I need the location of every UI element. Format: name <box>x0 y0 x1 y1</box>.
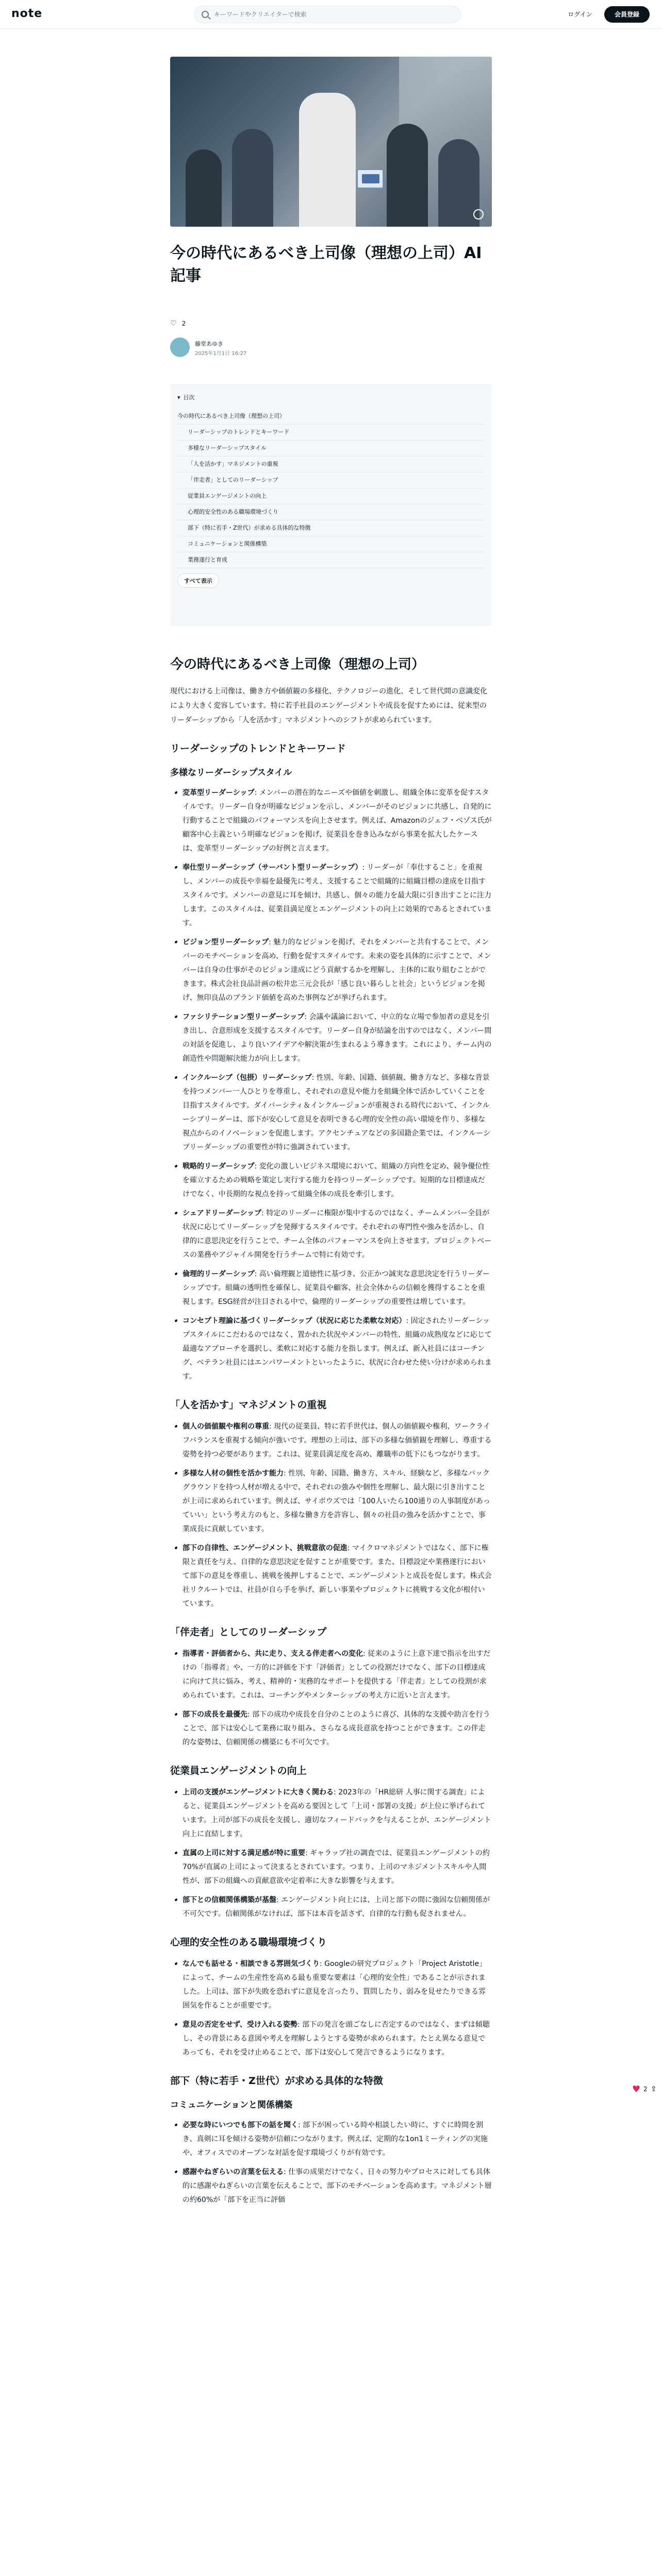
list-item-text: : エンゲージメント向上には、上司と部下の間に強固な信頼関係が不可欠です。信頼関係がなければ、部下は本音を話さず、自律的な行動も促されません。 <box>183 1896 490 1918</box>
list-item-term: ビジョン型リーダーシップ <box>183 938 269 946</box>
toc-item[interactable]: 多様なリーダーシップスタイル <box>177 440 485 456</box>
list-item <box>183 2165 492 2207</box>
toc-item[interactable]: 部下（特に若手・Z世代）が求める具体的な特徴 <box>177 520 485 536</box>
toc-item[interactable]: コミュニケーションと関係構築 <box>177 536 485 552</box>
list-item <box>183 2119 492 2160</box>
toc-item[interactable]: 業務遂行と育成 <box>177 552 485 568</box>
subsection-heading: コミュニケーションと関係構築 <box>170 2100 292 2110</box>
list-item-text: : 固定されたリーダーシップスタイルにこだわるのではなく、置かれた状況やメンバーの特性、組織の成熟度などに応じて最適なアプローチを選択し、柔軟に対応する能力を指します。例えば、新入社員にはコーチング、ベテラン社員にはエンパワーメントといったように、状況に合わせた使い分けが求められます。 <box>183 1317 492 1381</box>
management-list <box>183 1420 492 1611</box>
subsection-heading: 多様なリーダーシップスタイル <box>170 768 292 778</box>
list-item-term: 奉仕型リーダーシップ（サーバント型リーダーシップ） <box>183 863 362 872</box>
author-name[interactable]: 藤堂あゆき <box>195 341 223 347</box>
list-item-term: 意見の否定をせず、受け入れる姿勢 <box>183 2021 297 2029</box>
section-heading: 心理的安全性のある職場環境づくり <box>170 1937 327 1948</box>
section-heading: リーダーシップのトレンドとキーワード <box>170 743 346 754</box>
list-item <box>183 2018 492 2060</box>
list-item-text: : 2023年の「HR総研 人事に関する調査」によると、従業員エンゲージメントを高める要因として「上司・部署の支援」が上位に挙げられています。上司が部下の成長を支援し、適切なフィードバックを与えることが、エンゲージメント向上に直結します。 <box>183 1788 491 1838</box>
list-item-text: : マイクロマネジメントではなく、部下に権限と責任を与え、自律的な意思決定を促すことが重要です。また、目標設定や業務遂行において部下の意見を尊重し、挑戦を後押しすることで、エンゲージメントと成長を促します。株式会社リクルートでは、社員が自ら手を挙げ、新しい事業やプロジェクトに挑戦する文化が根付いています。 <box>183 1544 492 1608</box>
companion-list <box>183 1647 492 1750</box>
section-heading: 従業員エンゲージメントの向上 <box>170 1765 307 1776</box>
toc-item[interactable]: 「伴走者」としてのリーダーシップ <box>177 472 485 488</box>
intro-paragraph: 現代における上司像は、働き方や価値観の多様化、テクノロジーの進化、そして世代間の意識変化により大きく変容しています。特に若手社員のエンゲージメントや成長を促すためには、従来型のリーダーシップから「人を活かす」マネジメントへのシフトが求められています。 <box>170 687 488 724</box>
list-item-text: : リーダーが「奉仕すること」を重視し、メンバーの成長や幸福を最優先に考え、支援することで組織的に組織目標の達成を目指すスタイルです。メンバーの意見に耳を傾け、共感し、個々の能力を最大限に引き出すことに注力します。このスタイルは、従業員満足度とエンゲージメントの向上に効果的であるとされています。 <box>183 863 492 927</box>
list-item-text: : 変化の激しいビジネス環境において、組織の方向性を定め、競争優位性を確立するための戦略を策定し実行する能力を持つリーダーシップです。短期的な目標達成だけでなく、中長期的な視点を持って組織全体の成長を牽引します。 <box>183 1162 490 1198</box>
list-item-term: 多様な人材の個性を活かす能力 <box>183 1469 284 1478</box>
toc-heading[interactable]: ▾ 目次 <box>177 394 195 401</box>
list-item-text: : 特定のリーダーに権限が集中するのではなく、チームメンバー全員が状況に応じてリーダーシップを発揮するスタイルです。それぞれの専門性や強みを活かし、自律的に意思決定を行うことで、チーム全体のパフォーマンスを向上させます。プロジェクトベースの業務やアジャイル開発を行うチームで特に有効です。 <box>183 1209 492 1259</box>
section-heading: 部下（特に若手・Z世代）が求める具体的な特徴 <box>170 2075 383 2087</box>
avatar[interactable] <box>170 337 190 357</box>
list-item <box>183 1467 492 1536</box>
list-item-term: 部下との信頼関係構築が基盤 <box>183 1896 276 1904</box>
list-item <box>183 1420 492 1462</box>
list-item-text: : Googleの研究プロジェクト「Project Aristotle」によって、チームの生産性を高める最も重要な要素は「心理的安全性」であることが示されました。上司は、部下が失敗を恐れずに意見を言ったり、質問したり、弱みを見せたりできる雰囲気を作ることが重要です。 <box>183 1960 487 2010</box>
engagement-list <box>183 1786 492 1921</box>
list-item-term: 上司の支援がエンゲージメントに大きく関わる <box>183 1788 334 1797</box>
article-body <box>170 654 492 2212</box>
list-item-text: : 性別、年齢、国籍、働き方、スキル、経験など、多様なバックグラウンドを持つ人材が増える中で、それぞれの強みや個性を理解し、最大限に引き出すことが上司に求められています。例えば、サイボウズでは「100人いたら100通りの人事制度があっていい」という考え方のもと、多様な働き方を許容し、個々の社員の強みを活かすことで、事業成長に貢献しています。 <box>183 1469 490 1533</box>
chevron-down-icon: ▾ <box>177 394 180 401</box>
like-count: 2 <box>181 320 186 327</box>
toc-show-all-button[interactable]: すべて表示 <box>177 573 219 588</box>
note-logo[interactable] <box>11 7 42 20</box>
list-item-text: : メンバーの潜在的なニーズや価値を刺激し、組織全体に変革を促すスタイルです。リーダー自身が明確なビジョンを示し、メンバーがそのビジョンに共感し、自発的に行動することで組織のパフォーマンスを向上させます。例えば、Amazonのジェフ・ベゾス氏が顧客中心主義という明確なビジョンを掲げ、従業員を巻き込みながら事業を拡大したケースは、変革型リーダーシップの好例と言えます。 <box>183 789 492 853</box>
list-item <box>183 1267 492 1309</box>
section-heading: 「人を活かす」マネジメントの重視 <box>170 1399 327 1411</box>
post-date: 2025年1月1日 16:27 <box>195 351 247 357</box>
section-heading: 「伴走者」としてのリーダーシップ <box>170 1626 327 1638</box>
list-item-term: シェアドリーダーシップ <box>183 1209 262 1217</box>
list-item-text: : 部下が困っている時や相談したい時に、すぐに時間を割き、真剣に耳を傾ける姿勢が信頼につながります。例えば、定期的な1on1ミーティングの実施や、オフィスでのオープンな対話を促す環境づくりが有効です。 <box>183 2121 488 2157</box>
list-item <box>183 1647 492 1703</box>
list-item-text: : 高い倫理観と道徳性に基づき、公正かつ誠実な意思決定を行うリーダーシップです。組織の透明性を確保し、従業員や顧客、社会全体からの信頼を獲得することを重視します。ESG経営が注目される中で、倫理的リーダーシップの重要性は増しています。 <box>183 1270 490 1306</box>
list-item <box>183 936 492 1005</box>
global-header <box>0 0 662 29</box>
list-item-term: なんでも話せる・相談できる雰囲気づくり <box>183 1960 320 1968</box>
search-bar[interactable] <box>194 6 461 23</box>
list-item-text: : 部下の成功や成長を自分のことのように喜び、具体的な支援や助言を行うことで、部下は安心して業務に取り組み、さらなる成長意欲を持つことができます。この伴走的な姿勢は、信頼関係の構築にも不可欠です。 <box>183 1710 490 1747</box>
toc-item[interactable]: リーダーシップのトレンドとキーワード <box>177 425 485 440</box>
list-item-term: 戦略的リーダーシップ <box>183 1162 255 1171</box>
list-item-term: 部下の自律性、エンゲージメント、挑戦意欲の促進 <box>183 1544 347 1552</box>
communication-list <box>183 2119 492 2207</box>
list-item <box>183 1207 492 1262</box>
list-item <box>183 1314 492 1384</box>
list-item-term: 個人の価値観や権利の尊重 <box>183 1422 269 1431</box>
login-button[interactable]: ログイン <box>568 11 592 18</box>
toc-item[interactable]: 従業員エンゲージメントの向上 <box>177 488 485 504</box>
search-icon <box>202 11 209 18</box>
list-item-term: 変革型リーダーシップ <box>183 789 255 797</box>
list-item-text: : 部下の発言を頭ごなしに否定するのではなく、まずは傾聴し、その背景にある意図や考えを理解しようとする姿勢が求められます。たとえ異なる意見であっても、それを受け止めることで、部下は安心して発言できるようになります。 <box>183 2021 490 2057</box>
heart-icon[interactable]: ♥ <box>632 2084 641 2095</box>
list-item-term: 感謝やねぎらいの言葉を伝える <box>183 2168 284 2176</box>
hero-person <box>299 93 356 227</box>
section-heading: 今の時代にあるべき上司像（理想の上司） <box>170 657 425 672</box>
list-item-term: ファシリテーション型リーダーシップ <box>183 1013 305 1021</box>
list-item-term: 直属の上司に対する満足感が特に重要 <box>183 1849 305 1857</box>
hero-person <box>186 149 222 227</box>
hero-person <box>232 129 273 227</box>
search-input[interactable] <box>214 6 451 23</box>
hero-laptop-screen <box>357 169 384 189</box>
list-item <box>183 786 492 856</box>
list-item <box>183 1708 492 1750</box>
list-item <box>183 1786 492 1841</box>
list-item-term: 倫理的リーダーシップ <box>183 1270 255 1278</box>
article-title: 今の時代にあるべき上司像（理想の上司）AI記事 <box>170 244 482 285</box>
list-item <box>183 1846 492 1888</box>
share-icon[interactable]: ⇪ <box>651 2085 657 2093</box>
toc-item[interactable]: 今の時代にあるべき上司像（理想の上司） <box>177 409 485 425</box>
list-item-text: : 仕事の成果だけでなく、日々の努力やプロセスに対しても具体的に感謝やねぎらいの言葉を伝えることで、部下のモチベーションを高めます。マネジメント層の約60%が「部下を正当に評価 <box>183 2168 492 2204</box>
list-item-term: 部下の成長を最優先 <box>183 1710 247 1719</box>
list-item-text: : ギャラップ社の調査では、従業員エンゲージメントの約70%が直属の上司によって決まるとされています。つまり、上司のマネジメントスキルや人間性が、部下の組織への貢献意欲や定着率に大きな影響を与えます。 <box>183 1849 490 1885</box>
list-item-term: コンセプト理論に基づくリーダーシップ（状況に応じた柔軟な対応） <box>183 1317 406 1325</box>
list-item <box>183 1957 492 2013</box>
list-item-text: : 魅力的なビジョンを掲げ、それをメンバーと共有することで、メンバーのモチベーションを高め、行動を促すスタイルです。未来の姿を具体的に示すことで、メンバーは自身の仕事がそのビジョン達成にどう貢献するかを理解し、主体的に取り組むことができます。株式会社良品計画の松井忠三元会長が「感じ良い暮らしと社会」というビジョンを掲げ、無印良品のブランド価値を高めた事例などが挙げられます。 <box>183 938 491 1002</box>
heart-icon[interactable]: ♡ <box>170 319 177 328</box>
list-item-text: : 現代の従業員、特に若手世代は、個人の価値観や権利、ワークライフバランスを重視する傾向が強いです。理想の上司は、部下の多様な価値観を理解し、尊重する姿勢を持つ必要があります。これは、従業員満足度を高め、離職率の低下にもつながります。 <box>183 1422 492 1459</box>
toc-item[interactable]: 心理的安全性のある職場環境づくり <box>177 504 485 520</box>
image-expand-icon[interactable] <box>473 209 484 219</box>
list-item <box>183 861 492 930</box>
like-count: 2 <box>643 2086 648 2093</box>
signup-button[interactable]: 会員登録 <box>604 6 650 23</box>
list-item <box>183 1541 492 1611</box>
list-item-term: 必要な時にいつでも部下の話を聞く <box>183 2121 298 2129</box>
toc-item[interactable]: 「人を活かす」マネジメントの重視 <box>177 456 485 472</box>
like-row <box>170 319 186 329</box>
hero-person <box>387 124 428 227</box>
hero-image <box>170 57 492 227</box>
list-item-term: 指導者・評価者から、共に走り、支える伴走者への変化 <box>183 1650 363 1658</box>
list-item-term: インクルーシブ（包摂）リーダーシップ <box>183 1074 312 1082</box>
list-item <box>183 1893 492 1921</box>
list-item <box>183 1160 492 1201</box>
list-item-text: : 会議や議論において、中立的な立場で参加者の意見を引き出し、合意形成を支援するスタイルです。リーダー自身が結論を出すのではなく、メンバー間の対話を促進し、より良いアイデアや解決策が生まれるよう導きます。これにより、チーム内の創造性や問題解決能力が向上します。 <box>183 1013 492 1063</box>
psych-safety-list <box>183 1957 492 2060</box>
leadership-styles-list <box>183 786 492 1384</box>
list-item-text: : 性別、年齢、国籍、価値観、働き方など、多様な背景を持つメンバー一人ひとりを尊重し、それぞれの意見や能力を組織全体で活かしていくことを目指すスタイルです。ダイバーシティ＆インクルージョンが重視される時代において、インクルーシブリーダーは、部下が安心して意見を表明できる心理的安全性の高い環境を作り、多様な視点からのイノベーションを促進します。アクセンチュアなどの多国籍企業では、インクルーシブリーダーシップの重要性が特に強調されています。 <box>183 1074 491 1151</box>
list-item <box>183 1071 492 1155</box>
list-item <box>183 1010 492 1066</box>
logo-text: note <box>11 7 43 20</box>
list-item-text: : 従来のように上意下達で指示を出すだけの「指導者」や、一方的に評価を下す「評価者」としての役割だけでなく、部下の目標達成に向けて共に悩み、考え、精神的・実務的なサポートを提供する「伴走者」としての役割が求められています。これは、コーチングやメンターシップの考え方に近いと言えます。 <box>183 1650 491 1700</box>
table-of-contents <box>170 384 492 626</box>
